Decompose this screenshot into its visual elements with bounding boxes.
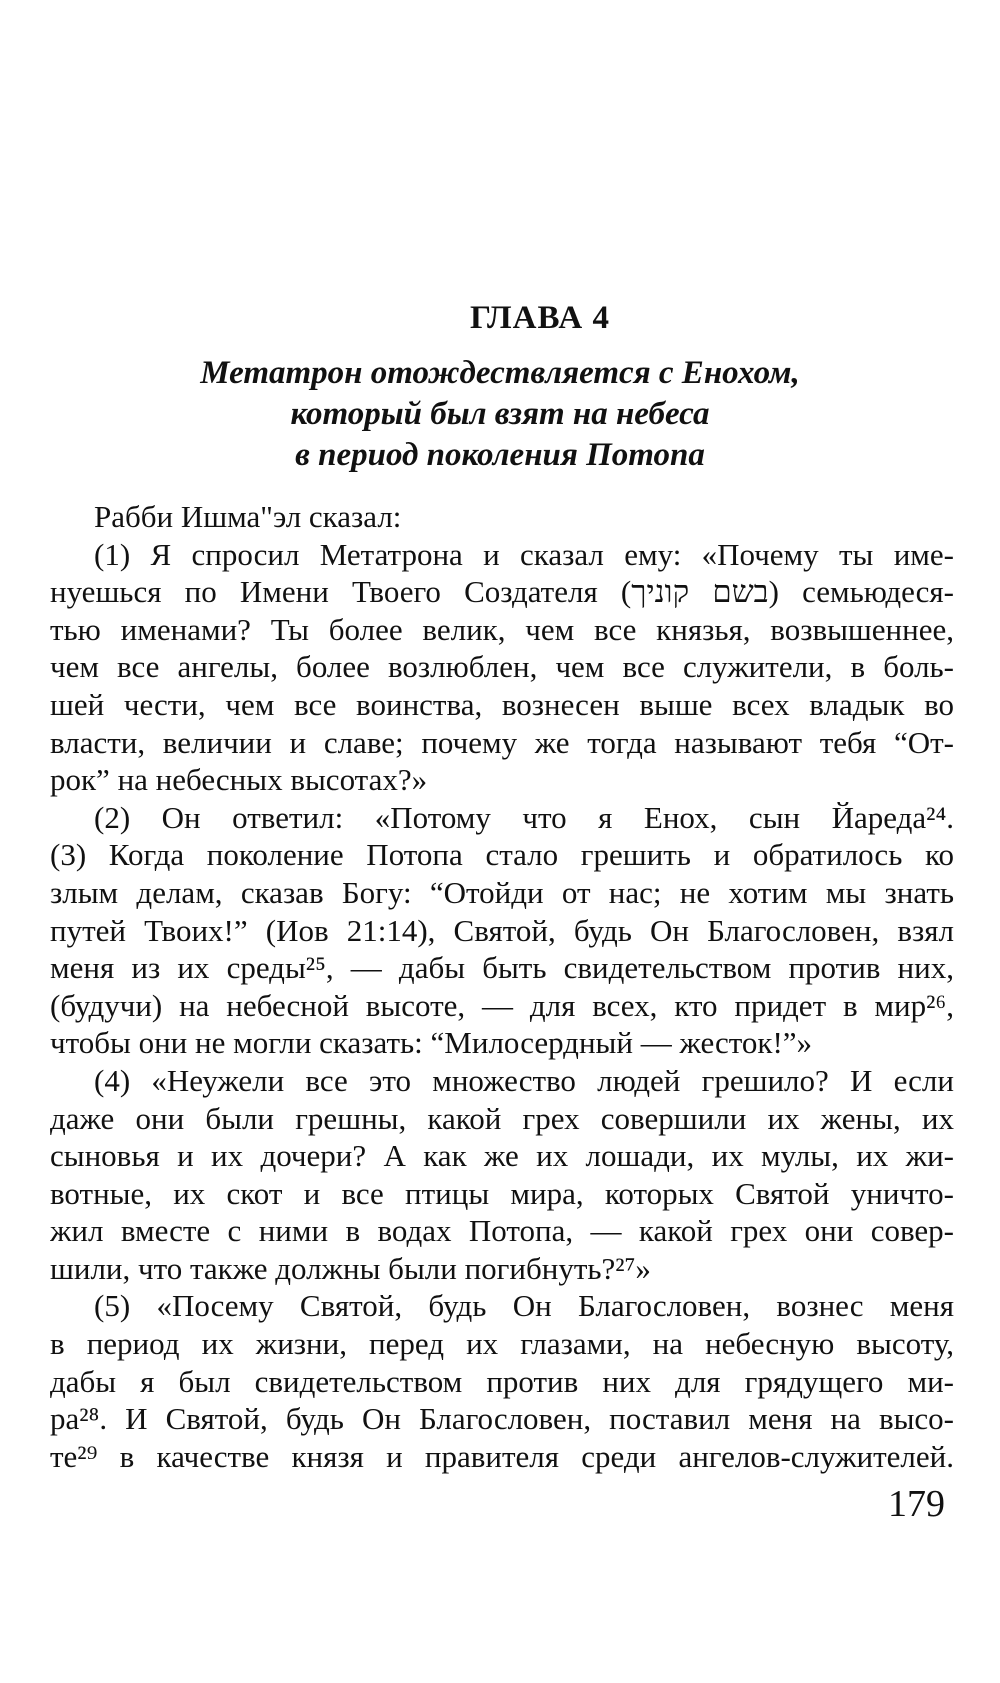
body-text: [50, 498, 954, 1475]
chapter-title-line: Метатрон отождествляется с Енохом,: [200, 355, 800, 391]
text-line: нуешься по Имени Твоего Создателя (בשם קוניך) семьюдеся-: [50, 574, 954, 610]
text-line: дабы я был свидетельством против них для грядущего ми-: [50, 1363, 954, 1399]
chapter-title: [0, 353, 1000, 476]
text-line: даже они были грешны, какой грех совершили их жены, их: [50, 1100, 954, 1136]
text-line: путей Твоих!” (Иов 21:14), Святой, будь Он Благословен, взял: [50, 912, 954, 948]
page-number: 179: [888, 1483, 945, 1525]
text-line: чем все ангелы, более возлюблен, чем все служители, в боль-: [50, 649, 954, 685]
text-line: жил вместе с ними в водах Потопа, — какой грех они совер-: [50, 1213, 954, 1249]
text-line: (2) Он ответил: «Потому что я Енох, сын Йареда²⁴.: [94, 799, 954, 835]
text-line: меня из их среды²⁵, — дабы быть свидетельством против них,: [50, 950, 954, 986]
text-line: власти, величии и славе; почему же тогда называют тебя “От-: [50, 724, 954, 760]
text-line: (5) «Посему Святой, будь Он Благословен, вознес меня: [94, 1288, 954, 1324]
text-line: в период их жизни, перед их глазами, на небесную высоту,: [50, 1326, 954, 1362]
text-line: вотные, их скот и все птицы мира, которых Святой уничто-: [50, 1175, 954, 1211]
text-line: тью именами? Ты более велик, чем все князья, возвышеннее,: [50, 611, 954, 647]
text-line: (4) «Неужели все это множество людей грешило? И если: [94, 1062, 954, 1098]
text-line: (1) Я спросил Метатрона и сказал ему: «Почему ты име-: [94, 536, 954, 572]
text-line: те²⁹ в качестве князя и правителя среди ангелов-служителей.: [50, 1438, 954, 1474]
text-line: (3) Когда поколение Потопа стало грешить и обратилось ко: [50, 837, 954, 873]
text-line: Рабби Ишма"эл сказал:: [94, 499, 402, 534]
chapter-title-line: в период поколения Потопа: [295, 437, 705, 473]
chapter-heading: ГЛАВА 4: [470, 300, 610, 336]
text-line: сыновья и их дочери? А как же их лошади, их мулы, их жи-: [50, 1138, 954, 1174]
text-line: шили, что также должны были погибнуть?²⁷»: [50, 1250, 651, 1286]
text-line: чтобы они не могли сказать: “Милосердный — жесток!”»: [50, 1025, 813, 1061]
text-line: шей чести, чем все воинства, вознесен выше всех владык во: [50, 686, 954, 722]
chapter-title-line: который был взят на небеса: [290, 396, 710, 432]
text-line: ра²⁸. И Святой, будь Он Благословен, поставил меня на высо-: [50, 1401, 954, 1437]
text-line: злым делам, сказав Богу: “Отойди от нас; не хотим мы знать: [50, 874, 954, 910]
text-line: рок” на небесных высотах?»: [50, 762, 428, 798]
text-line: (будучи) на небесной высоте, — для всех, кто придет в мир²⁶,: [50, 987, 954, 1023]
